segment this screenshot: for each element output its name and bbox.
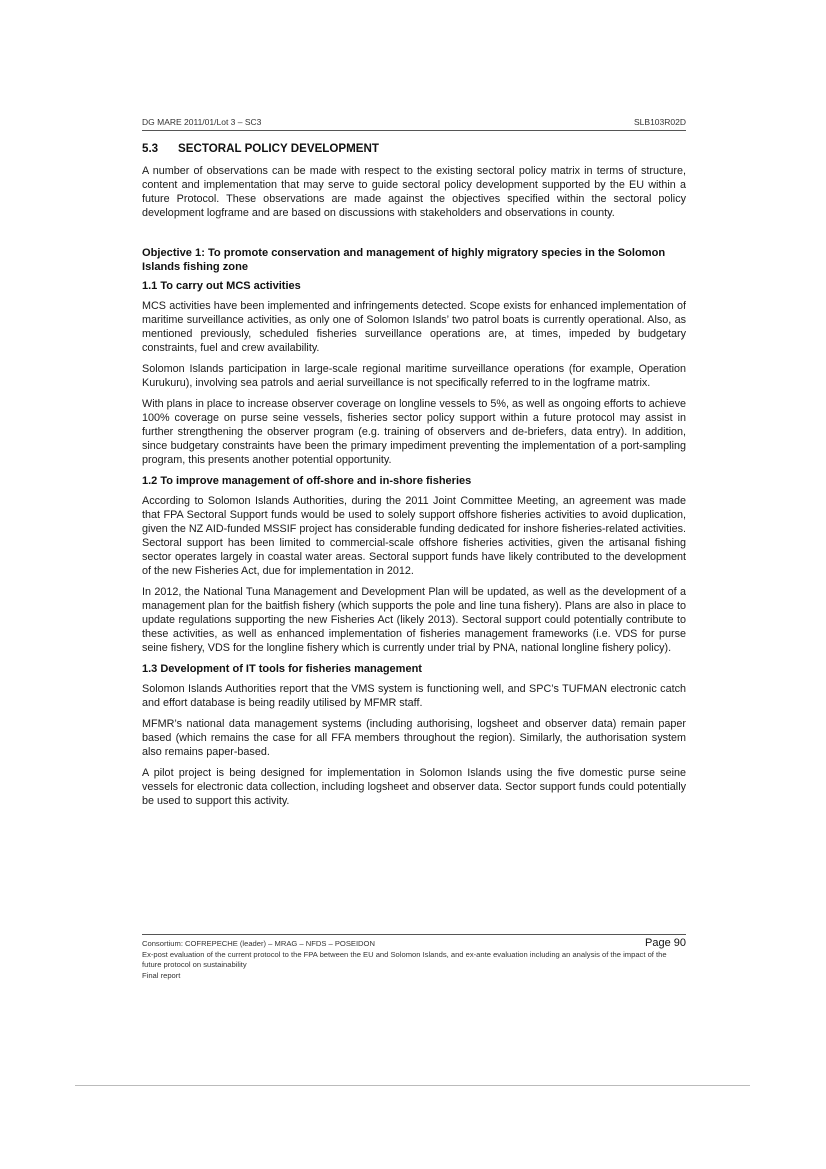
section-heading xyxy=(142,142,686,155)
paragraph: A pilot project is being designed for implementation in Solomon Islands using the five domestic purse seine vessels for electronic data collection, including logsheet and observer data. Sector support funds could potentially be used to support this activity. xyxy=(142,767,686,807)
running-header xyxy=(142,117,686,131)
header-reference: DG MARE 2011/01/Lot 3 – SC3 xyxy=(142,117,262,127)
subsection-heading-1-1: 1.1 To carry out MCS activities xyxy=(142,280,301,292)
paragraph: According to Solomon Islands Authorities, during the 2011 Joint Committee Meeting, an agreement was made that FPA Sectoral Support funds would be used to solely support offshore fisheries activities to avoid duplication, given the NZ AID-funded MSSIF project has considerable funding dedicated for inshore fisheries-related activities. Sectoral support has been limited to commercial-scale offshore fisheries activities, given the artisanal fishing sector operates largely in coastal water areas. Sectoral support funds have likely contributed to the development of the new Fisheries Act, due for implementation in 2012. xyxy=(142,495,686,577)
objective-heading: Objective 1: To promote conservation and management of highly migratory species in the Solomon Islands fishing zone xyxy=(142,247,666,273)
paragraph: MCS activities have been implemented and infringements detected. Scope exists for enhanced implementation of maritime surveillance activities, as only one of Solomon Islands’ two patrol boats is currently operational. Also, as mentioned previously, scheduled fisheries surveillance operations are, at times, impeded by budgetary constraints, fuel and crew availability. xyxy=(142,300,686,354)
subsection-heading-1-3: 1.3 Development of IT tools for fisheries management xyxy=(142,663,422,675)
page-number: Page 90 xyxy=(645,937,686,949)
footer-status: Final report xyxy=(142,970,181,980)
section-title: SECTORAL POLICY DEVELOPMENT xyxy=(178,142,379,155)
page-content xyxy=(142,142,686,815)
paragraph: MFMR’s national data management systems (including authorising, logsheet and observer data) remain paper based (which remains the case for all FFA members throughout the region). Similarly, the authorisation system also remains paper-based. xyxy=(142,718,686,758)
paragraph: With plans in place to increase observer coverage on longline vessels to 5%, as well as ongoing efforts to achieve 100% coverage on purse seine vessels, fisheries sector policy support within a future protocol may assist in further strengthening the observer program (e.g. training of observers and de-briefers, data entry). In addition, since budgetary constraints have been the primary impediment preventing the implementation of a port-sampling program, this presents another potential opportunity. xyxy=(142,398,686,466)
paragraph: Solomon Islands participation in large-scale regional maritime surveillance operations (for example, Operation Kurukuru), involving sea patrols and aerial surveillance is not specifically referred to in the logframe matrix. xyxy=(142,363,686,389)
paragraph: Solomon Islands Authorities report that the VMS system is functioning well, and SPC’s TUFMAN electronic catch and effort database is being readily utilised by MFMR staff. xyxy=(142,683,686,709)
footer-description: Ex-post evaluation of the current protocol to the FPA between the EU and Solomon Islands, and ex-ante evaluation including an analysis of the impact of the future protocol on sustainability xyxy=(142,949,667,969)
header-report-code: SLB103R02D xyxy=(634,117,686,127)
page-bottom-divider xyxy=(75,1085,750,1086)
page-footer xyxy=(142,934,686,981)
subsection-heading-1-2: 1.2 To improve management of off-shore and in-shore fisheries xyxy=(142,475,472,487)
paragraph: In 2012, the National Tuna Management and Development Plan will be updated, as well as the development of a management plan for the baitfish fishery (which supports the pole and line tuna fishery). Plans are also in place to update regulations supporting the new Fisheries Act (likely 2013). Sectoral support could potentially contribute to these activities, as well as enhanced implementation of fisheries management frameworks (i.e. VDS for purse seine fishery, VDS for the longline fishery which is currently under trial by PNA, national longline fishery policy). xyxy=(142,586,686,654)
section-number: 5.3 xyxy=(142,142,159,155)
section-intro-paragraph: A number of observations can be made with respect to the existing sectoral policy matrix in terms of structure, content and implementation that may serve to guide sectoral policy development supported by the EU within a future Protocol. These observations are made against the objectives specified within the sectoral policy development logframe and are based on discussions with stakeholders and observations in county. xyxy=(142,165,686,219)
footer-consortium: Consortium: COFREPECHE (leader) – MRAG – NFDS – POSEIDON xyxy=(142,939,375,948)
